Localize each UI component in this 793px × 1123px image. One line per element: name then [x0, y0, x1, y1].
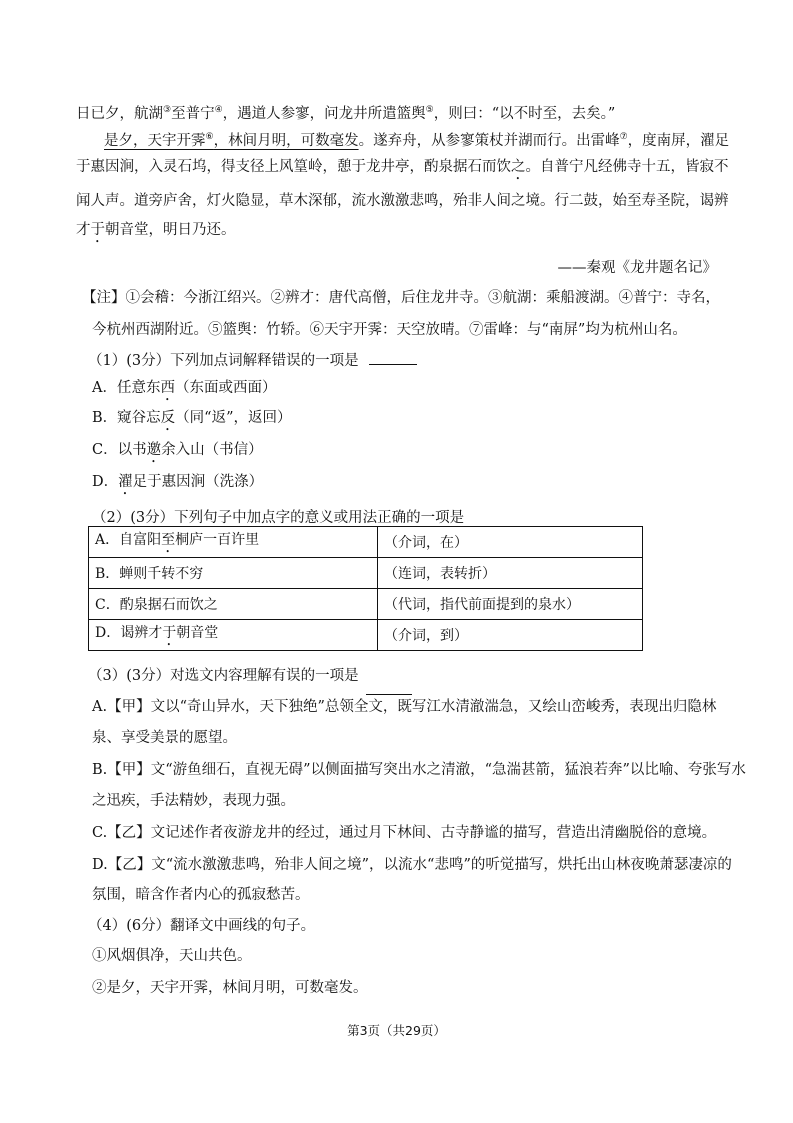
notes-line-1: 【注】①会稽：今浙江绍兴。②辨才：唐代高僧，后住龙井寺。③航湖：乘船渡湖。④普宁：寺名， — [82, 290, 720, 306]
q3-option-a-line1: A.【甲】文以“奇山异水，天下独绝”总领全文，既写江水清澈湍急，又绘山峦峻秀，表现出归隐林 — [92, 699, 717, 715]
q4-sentence-2: ②是夕，天宇开霁，林间月明，可数毫发。 — [92, 980, 368, 996]
table-row: D．谒辨才于朝音堂 （介词，到） — [89, 620, 643, 651]
q3-stem: （3）(3分）对选文内容理解有误的一项是 — [88, 668, 359, 684]
underlined-sentence: 是夕，天宇开霁⑥，林间月明，可数毫发 — [104, 132, 359, 149]
q3-option-b-line2: 之迅疾，手法精妙，表现力强。 — [92, 793, 295, 809]
q3-option-d-line2: 氛围，暗含作者内心的孤寂愁苦。 — [92, 887, 310, 903]
q1-option-a: A．任意东西（东面或西面） — [92, 380, 277, 396]
passage-line-2: 是夕，天宇开霁⑥，林间月明，可数毫发。遂弃舟，从参寥策杖并湖而行。出雷峰⑦，度南屏，濯足 — [104, 132, 730, 149]
q3-option-a-line2: 泉、享受美景的愿望。 — [92, 730, 237, 746]
q1-option-b: B．窥谷忘反（同“返”，返回） — [92, 410, 292, 426]
notes-line-2: 今杭州西湖附近。⑤篮舆：竹轿。⑥天宇开霁：天空放晴。⑦雷峰：与“南屏”均为杭州山名。 — [92, 322, 687, 338]
q2-options-table — [88, 526, 643, 651]
q1-option-d: D．濯足于惠因涧（洗涤） — [92, 474, 264, 490]
q4-sentence-1: ①风烟俱净，天山共色。 — [92, 948, 252, 964]
table-row: C．酌泉据石而饮之 （代词，指代前面提到的泉水） — [89, 589, 643, 620]
passage-line-1: 日已夕，航湖③至普宁④，遇道人参寥，问龙井所遣篮舆⑤，则曰：“以不时至，去矣。” — [76, 105, 616, 122]
q1-option-c: C．以书邀余入山（书信） — [92, 442, 263, 458]
q3-option-d-line1: D.【乙】文“流水激激悲鸣，殆非人间之境”，以流水“悲鸣”的听觉描写，烘托出山林夜晚萧瑟凄凉的 — [92, 857, 732, 873]
table-row: A．自富阳至桐庐一百许里 （介词，在） — [89, 527, 643, 558]
passage-line-5: 才于朝音堂，明日乃还。 — [76, 222, 236, 238]
source-attribution: ——秦观《龙井题名记》 — [557, 260, 717, 276]
passage-line-3: 于惠因涧，入灵石坞，得支径上风篁岭，憩于龙井亭，酌泉据石而饮之。自普宁凡经佛寺十五，皆寂不 — [76, 159, 729, 175]
page-number: 第3页（共29页） — [347, 1023, 446, 1038]
q3-option-b-line1: B.【甲】文“游鱼细石，直视无碍”以侧面描写突出水之清澈，“急湍甚箭，猛浪若奔”以比喻、夸张写水 — [92, 762, 746, 778]
passage-line-4: 闻人声。道旁庐舍，灯火隐显，草木深郁，流水激激悲鸣，殆非人间之境。行二鼓，始至寿圣院，谒辨 — [76, 193, 729, 209]
answer-blank — [369, 350, 417, 365]
emphasis-mark — [366, 694, 412, 695]
q2-stem: （2）(3分）下列句子中加点字的意义或用法正确的一项是 — [92, 510, 465, 526]
q4-stem: （4）(6分）翻译文中画线的句子。 — [88, 918, 316, 934]
table-row: B．蝉则千转不穷 （连词，表转折） — [89, 558, 643, 589]
q3-option-c: C.【乙】文记述作者夜游龙井的经过，通过月下林间、古寺静谧的描写，营造出清幽脱俗的意境。 — [92, 825, 717, 841]
q1-stem: （1）(3分）下列加点词解释错误的一项是 — [88, 350, 417, 371]
